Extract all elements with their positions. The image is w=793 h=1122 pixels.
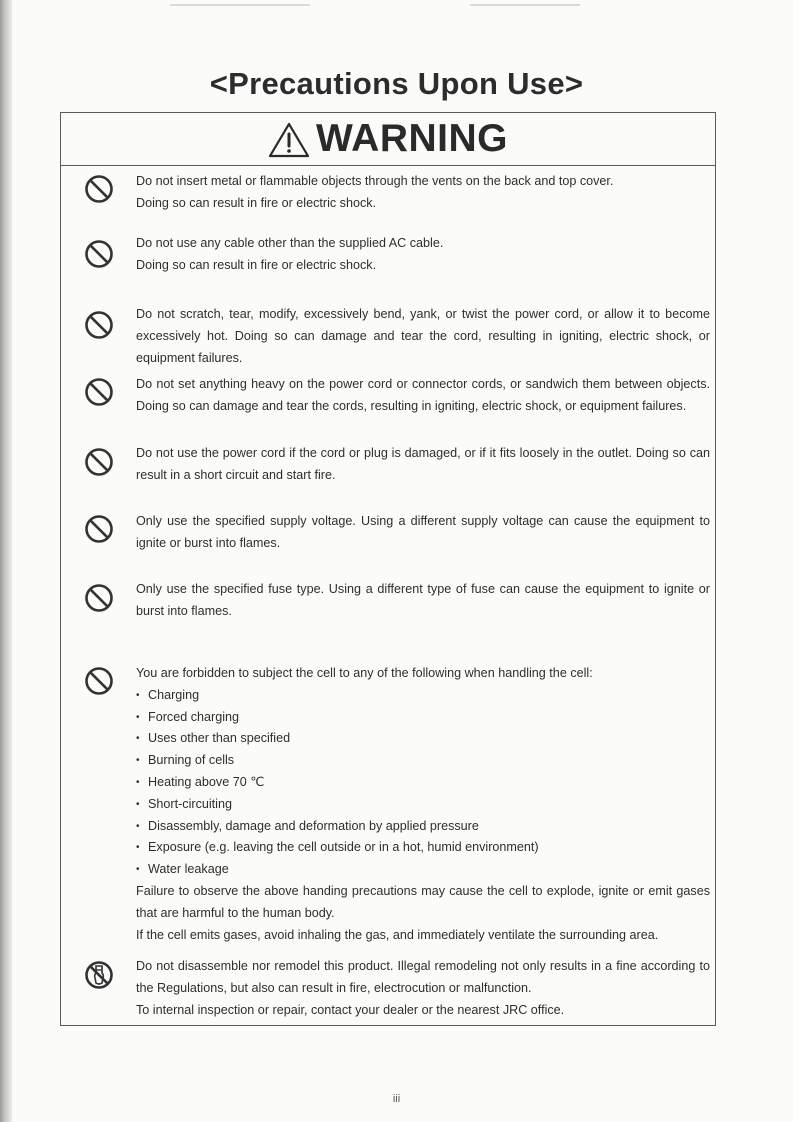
list-item: • Forced charging	[136, 707, 710, 729]
prohibited-icon	[83, 665, 115, 697]
warning-paragraph: Only use the specified supply voltage. Using a different supply voltage can cause the equipment to ignite or burst into flames.	[136, 514, 710, 550]
warning-text	[136, 374, 710, 418]
warning-paragraph: You are forbidden to subject the cell to any of the following when handling the cell:	[136, 666, 593, 680]
warning-text	[136, 663, 710, 946]
warning-text	[136, 956, 710, 1021]
list-item: • Water leakage	[136, 859, 710, 881]
no-disassembly-icon	[83, 959, 115, 991]
list-item: • Short-circuiting	[136, 794, 710, 816]
list-item: • Uses other than specified	[136, 728, 710, 750]
warning-text	[136, 304, 710, 369]
warning-box	[60, 112, 716, 1026]
warning-text	[136, 171, 710, 215]
warning-text	[136, 579, 710, 623]
prohibited-icon	[83, 513, 115, 545]
warning-paragraph: Do not use the power cord if the cord or plug is damaged, or if it fits loosely in the outlet. Doing so can result in a short circuit and start fire.	[136, 446, 710, 482]
warning-text	[136, 443, 710, 487]
warning-paragraph: Only use the specified fuse type. Using a different type of fuse can cause the equipment to ignite or burst into flames.	[136, 582, 710, 618]
list-item: • Disassembly, damage and deformation by applied pressure	[136, 816, 710, 838]
warning-header	[61, 113, 715, 166]
warning-paragraph: Do not insert metal or flammable objects through the vents on the back and top cover.	[136, 174, 614, 188]
warning-paragraph: Do not scratch, tear, modify, excessively bend, yank, or twist the power cord, or allow it to become excessively hot. Doing so can damage and tear the cord, resulting in igniting, electric shock, or equipment failures.	[136, 307, 710, 365]
warning-paragraph: Do not use any cable other than the supplied AC cable.	[136, 236, 444, 250]
warning-paragraph: If the cell emits gases, avoid inhaling the gas, and immediately ventilate the surrounding area.	[136, 927, 659, 942]
warning-text	[136, 511, 710, 555]
scan-artifact	[470, 4, 580, 6]
list-item: • Heating above 70 ℃	[136, 772, 710, 794]
scan-artifact	[170, 4, 310, 6]
page-title: <Precautions Upon Use>	[209, 66, 584, 101]
prohibited-icon	[83, 446, 115, 478]
warning-paragraph: Doing so can result in fire or electric shock.	[136, 257, 377, 272]
list-item: • Burning of cells	[136, 750, 710, 772]
warning-paragraph: To internal inspection or repair, contact your dealer or the nearest JRC office.	[136, 1002, 565, 1017]
warning-paragraph: Do not set anything heavy on the power cord or connector cords, or sandwich them between objects. Doing so can damage and tear the cords, resulting in igniting, electric shock, or equipment failures.	[136, 377, 710, 413]
page-number: iii	[392, 1093, 401, 1105]
bullet-list	[136, 685, 710, 881]
prohibited-icon	[83, 173, 115, 205]
list-item: • Charging	[136, 685, 710, 707]
list-item: • Exposure (e.g. leaving the cell outside or in a hot, humid environment)	[136, 837, 710, 859]
prohibited-icon	[83, 376, 115, 408]
warning-text	[136, 233, 710, 277]
warning-paragraph: Doing so can result in fire or electric shock.	[136, 195, 377, 210]
prohibited-icon	[83, 582, 115, 614]
warning-paragraph: Failure to observe the above handing precautions may cause the cell to explode, ignite or emit gases that are harmful to the human body.	[136, 883, 710, 920]
binding-edge	[0, 0, 12, 1122]
warning-title: WARNING	[316, 117, 508, 160]
prohibited-icon	[83, 309, 115, 341]
warning-triangle-icon	[268, 122, 310, 158]
prohibited-icon	[83, 238, 115, 270]
warning-paragraph: Do not disassemble nor remodel this product. Illegal remodeling not only results in a fine according to the Regulations, but also can result in fire, electrocution or malfunction.	[136, 959, 710, 995]
